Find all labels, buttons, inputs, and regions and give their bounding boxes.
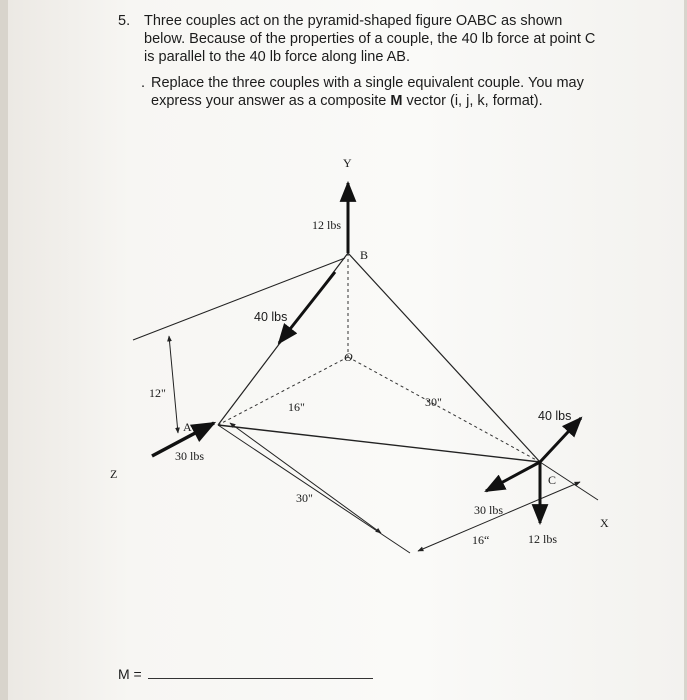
axis-z-label: Z <box>110 467 118 481</box>
force-30-a-label: 30 lbs <box>175 449 205 463</box>
force-12-bottom-label: 12 lbs <box>528 532 558 546</box>
dimension-16-lower-label: 16“ <box>472 533 490 547</box>
edge-bc <box>348 253 540 462</box>
force-40-c-arrow <box>540 418 581 462</box>
edge-oa-hidden <box>218 357 348 425</box>
axis-x-label: X <box>600 516 609 530</box>
problem-line-2: below. Because of the properties of a couple, the 40 lb force at point C <box>144 31 596 47</box>
problem-line-1: Three couples act on the pyramid-shaped figure OABC as shown <box>144 13 563 29</box>
dimension-30-right-label: 30" <box>425 395 442 409</box>
edge-oc-hidden <box>348 357 540 462</box>
answer-blank-field[interactable] <box>148 678 373 679</box>
point-o-label: O <box>344 350 353 364</box>
force-40-ab-label: 40 lbs <box>254 310 288 324</box>
line-5-suffix: vector (i, j, k, format). <box>402 93 543 109</box>
dimension-30-lower-label: 30" <box>296 491 313 505</box>
problem-number: 5. <box>118 13 131 29</box>
point-a-label: A <box>183 420 192 434</box>
force-40-ab-arrow <box>279 272 335 343</box>
dimension-30-lower <box>230 423 381 533</box>
problem-line-3: is parallel to the 40 lb force along line AB. <box>144 49 410 65</box>
point-c-label: C <box>548 473 557 487</box>
force-30-c-arrow <box>486 462 540 491</box>
moment-vector-symbol: M <box>390 93 403 109</box>
bullet-dot: . <box>141 75 146 91</box>
axis-y-label: Y <box>343 156 352 170</box>
dimension-12-label: 12" <box>149 386 166 400</box>
dimension-12 <box>169 336 178 433</box>
force-12-top-label: 12 lbs <box>312 218 342 232</box>
point-b-label: B <box>360 248 369 262</box>
problem-line-4: Replace the three couples with a single equivalent couple. You may <box>151 75 584 91</box>
force-40-c-label: 40 lbs <box>538 409 572 423</box>
line-5-prefix: express your answer as a composite <box>151 93 391 109</box>
force-30-c-label: 30 lbs <box>474 503 504 517</box>
answer-label: M = <box>118 666 142 682</box>
dimension-16-upper-label: 16" <box>288 400 305 414</box>
edge-ac <box>218 425 540 462</box>
